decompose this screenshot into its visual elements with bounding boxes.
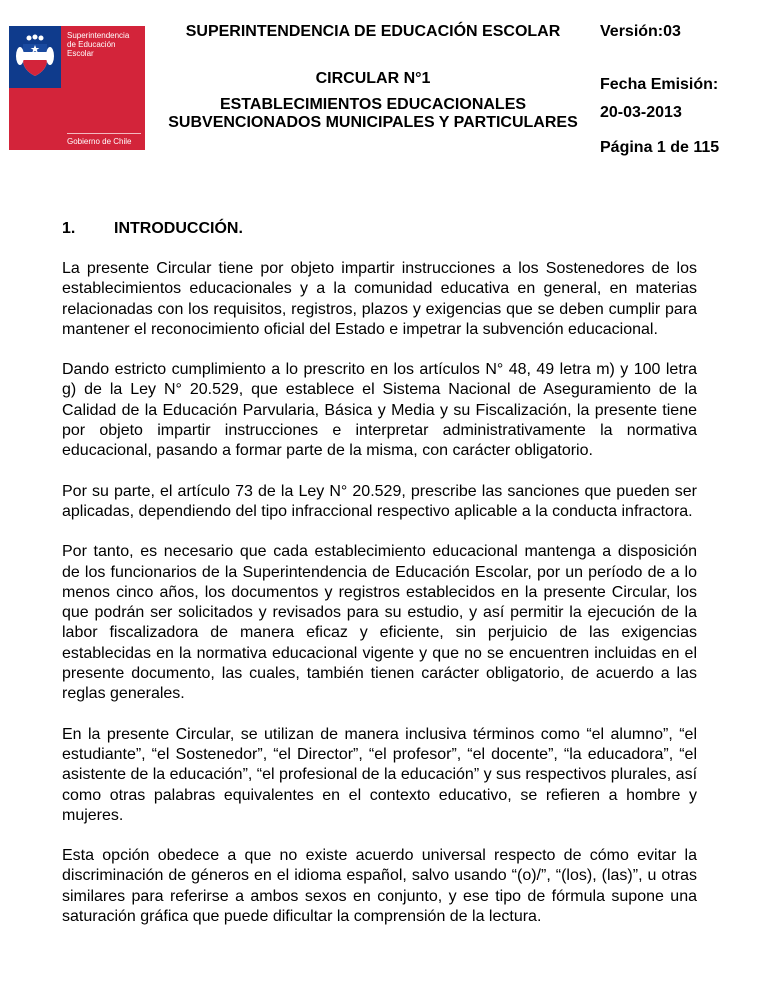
logo-footer-text: Gobierno de Chile: [67, 137, 132, 146]
section-heading: [62, 219, 697, 239]
fecha-emision-label: Fecha Emisión:: [600, 76, 719, 93]
paragraph-6: Esta opción obedece a que no existe acuerdo universal respecto de cómo evitar la discriminación de géneros en el idioma español, salvo usando “(o)/”, “(los), (las)”, u otras similares para referirse a ambos sexos en conjunto, y ese tipo de fórmula supone una saturación gráfica que puede dificultar la comprensión de la lectura.: [62, 847, 697, 926]
org-title: SUPERINTENDENCIA DE EDUCACIÓN ESCOLAR: [185, 22, 561, 40]
logo-line-2: de Educación: [67, 40, 116, 49]
fecha-emision-value: 20-03-2013: [600, 104, 682, 121]
logo-line-1: Superintendencia: [67, 31, 130, 40]
paragraph-3: Por su parte, el artículo 73 de la Ley N° 20.529, prescribe las sanciones que pueden ser aplicadas, dependiendo del tipo infraccional respectivo aplicable a la conducta infractora.: [62, 482, 697, 520]
section-number: 1.: [62, 220, 76, 237]
logo-line-3: Escolar: [67, 49, 94, 58]
logo-brand-text: [67, 31, 143, 58]
circular-title: CIRCULAR N°1: [315, 70, 431, 87]
paragraph-1: La presente Circular tiene por objeto impartir instrucciones a los Sostenedores de los establecimientos educacionales y a la comunidad educativa en general, en materias relacionadas con los requisitos, registros, plazos y exigencias que se deben cumplir para mantener el reconocimiento oficial del Estado e impetrar la subvención educacional.: [62, 260, 697, 338]
document-header-table: [0, 0, 759, 167]
paragraph-5: En la presente Circular, se utilizan de manera inclusiva términos como “el alumno”, “el estudiante”, “el Sostenedor”, “el Director”, “el profesor”, “el docente”, “la educadora”, “el asistente de la educación”, “el profesional de la educación” y sus respectivos plurales, así como otras palabras equivalentes en el contexto educativo, se refieren a hombre y mujeres.: [62, 725, 698, 824]
paragraph-4: Por tanto, es necesario que cada establecimiento educacional mantenga a disposición de los funcionarios de la Superintendencia de Educación Escolar, por un período de a lo menos cinco años, los documentos y registros establecidos en la presente Circular, los que podrán ser solicitados y revisados para su estudio, y así permitir la ejecución de la labor fiscalizadora de manera eficaz y eficiente, sin perjuicio de las exigencias establecidas en la normativa educacional vigente y que no se encuentren incluidas en el presente documento, las cuales, también tienen carácter obligatorio, de acuerdo a las reglas generales.: [62, 543, 697, 703]
page-number: Página 1 de 115: [600, 139, 720, 156]
document-body: [62, 219, 697, 947]
section-title: INTRODUCCIÓN.: [114, 220, 243, 237]
logo-divider: [67, 133, 141, 134]
version-label: Versión:03: [600, 22, 681, 40]
circular-cell: [155, 63, 591, 167]
circular-subtitle: ESTABLECIMIENTOS EDUCACIONALES SUBVENCIONADOS MUNICIPALES Y PARTICULARES: [168, 96, 578, 131]
logo-cell: [0, 0, 155, 167]
paragraph-2: Dando estricto cumplimiento a lo prescrito en los artículos N° 48, 49 letra m) y 100 letra g) de la Ley N° 20.529, que establece el Sistema Nacional de Aseguramiento de la Calidad de la Educación Parvularia, Básica y Media y su Fiscalización, la presente tiene por objeto impartir instrucciones e interpretar administrativamente la normativa educacional, pasando a formar parte de la misma, con carácter obligatorio.: [62, 361, 697, 460]
coat-of-arms-icon: [14, 32, 56, 80]
fecha-emision-cell: [591, 63, 759, 129]
superintendencia-logo: [9, 26, 145, 150]
